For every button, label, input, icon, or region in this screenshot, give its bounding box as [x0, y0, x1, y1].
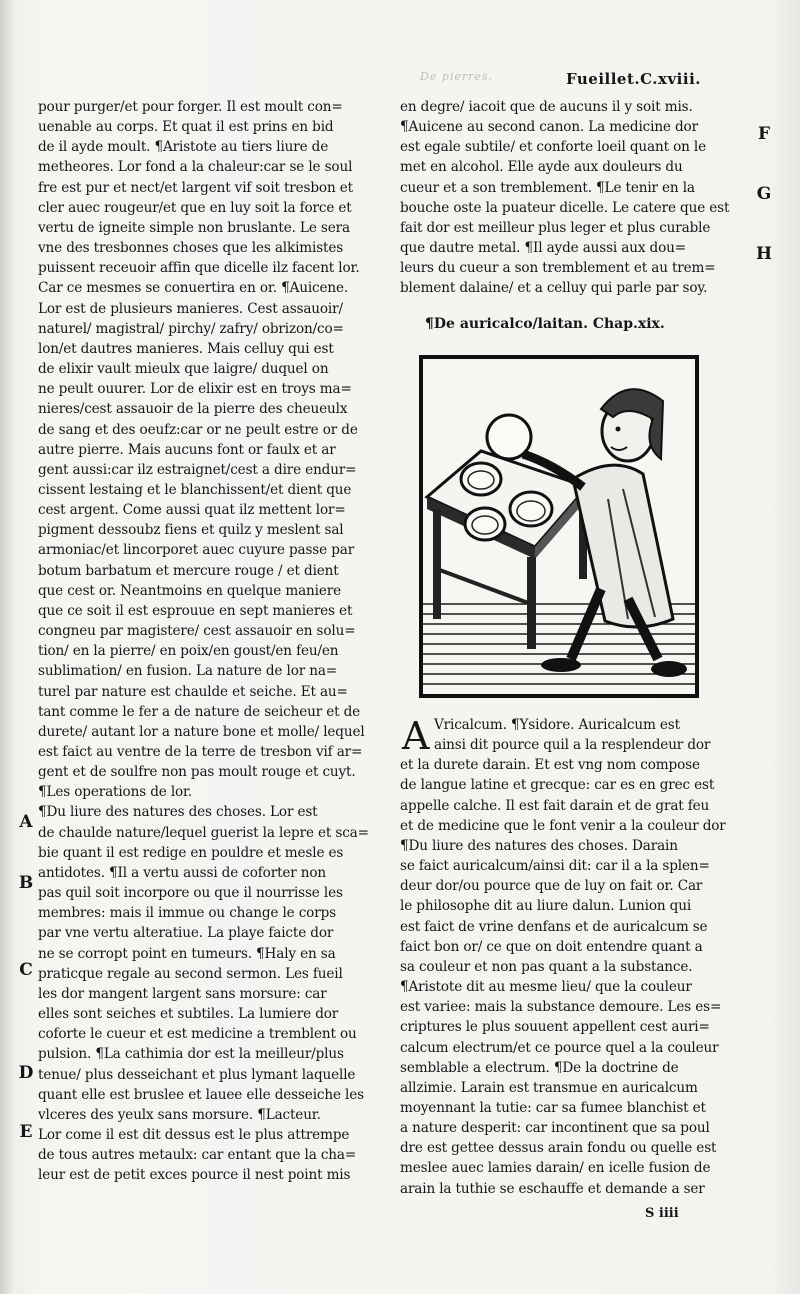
- text-line: tant comme le fer a de nature de seicheur et de: [38, 703, 361, 720]
- margin-letter-c: C: [19, 960, 33, 980]
- text-line: que ce soit il est esprouue en sept manieres et: [38, 602, 353, 619]
- text-line: praticque regale au second sermon. Les fueil: [38, 965, 343, 982]
- text-line: metheores. Lor fond a la chaleur:car se le soul: [38, 159, 353, 176]
- text-line: membres: mais il immue ou change le corps: [38, 905, 336, 922]
- text-line: botum barbatum et mercure rouge / et dient: [38, 562, 339, 579]
- text-line: cest argent. Come aussi quat ilz mettent lor=: [38, 502, 346, 519]
- text-line: de tous autres metaulx: car entant que la cha=: [38, 1147, 357, 1164]
- margin-letter-g: G: [756, 184, 772, 204]
- left-column: [38, 97, 383, 1185]
- text-line: arain la tuthie se eschauffe et demande a ser: [400, 1180, 705, 1197]
- right-column-bottom: [400, 715, 745, 1199]
- alchemist-woodcut-image: [423, 359, 695, 694]
- text-line: ¶Du liure des natures des choses. Darain: [400, 837, 678, 854]
- text-line: Lor est de plusieurs manieres. Cest assauoir/: [38, 300, 343, 317]
- margin-letter-h: H: [755, 244, 773, 264]
- text-line: criptures le plus souuent appellent cest auri=: [400, 1019, 710, 1036]
- woodcut-illustration: [419, 355, 699, 698]
- text-line: appelle calche. Il est fait darain et de grat feu: [400, 797, 710, 814]
- text-line: a nature desperit: car incontinent que sa poul: [400, 1120, 710, 1137]
- text-line: en degre/ iacoit que de aucuns il y soit mis.: [400, 99, 693, 115]
- text-line: lon/et dautres manieres. Mais celluy qui est: [38, 340, 334, 357]
- text-line: gent et de soulfre non pas moult rouge et cuyt.: [38, 764, 356, 781]
- text-line: autre pierre. Mais aucuns font or faulx et ar: [38, 441, 336, 458]
- text-line: de il ayde moult. ¶Aristote au tiers liure de: [38, 139, 329, 156]
- text-line: coforte le cueur et est medicine a tremblent ou: [38, 1026, 357, 1043]
- running-head: Fueillet.C.xviii.: [566, 70, 701, 88]
- text-line: est faict au ventre de la terre de tresbon vif ar=: [38, 744, 363, 760]
- text-line: leurs du cueur a son tremblement et au trem=: [400, 260, 716, 277]
- margin-letter-e: E: [19, 1122, 33, 1142]
- text-line: et de medicine que le font venir a la couleur dor: [400, 817, 726, 834]
- text-line: naturel/ magistral/ pirchy/ zafry/ obrizon/co=: [38, 320, 344, 337]
- text-line: ne se corropt point en tumeurs. ¶Haly en sa: [38, 945, 336, 962]
- text-line: tenue/ plus desseichant et plus lymant laquelle: [38, 1066, 356, 1083]
- text-line: se faict auricalcum/ainsi dit: car il a la splen=: [400, 858, 710, 875]
- text-line: congneu par magistere/ cest assauoir en solu=: [38, 623, 356, 640]
- text-line: est egale subtile/ et conforte loeil quant on le: [400, 139, 706, 156]
- text-line: moyennant la tutie: car sa fumee blanchist et: [400, 1099, 706, 1116]
- text-line: cler auec rougeur/et que en luy soit la force et: [38, 199, 352, 216]
- text-line: blement dalaine/ et a celluy qui parle par soy.: [400, 280, 708, 297]
- text-line: ¶Auicene au second canon. La medicine dor: [400, 119, 698, 136]
- text-line: meslee auec lamies darain/ en icelle fusion de: [400, 1160, 711, 1177]
- text-line: sa couleur et non pas quant a la substance.: [400, 958, 693, 975]
- text-line: fait dor est meilleur plus leger et plus curable: [400, 219, 711, 236]
- text-line: bouche oste la puateur dicelle. Le catere que est: [400, 199, 730, 216]
- text-line: elles sont seiches et subtiles. La lumiere dor: [38, 1006, 339, 1023]
- text-line: que dautre metal. ¶Il ayde aussi aux dou=: [400, 240, 686, 257]
- text-line: Lor come il est dit dessus est le plus attrempe: [38, 1126, 350, 1143]
- text-line: vlceres des yeulx sans morsure. ¶Lacteur.: [38, 1106, 321, 1123]
- text-line: est variee: mais la substance demoure. Les es=: [400, 999, 722, 1016]
- signature-mark: S iiii: [645, 1206, 679, 1221]
- text-line: le philosophe dit au liure dalun. Lunion qui: [400, 898, 692, 915]
- text-line: cissent lestaing et le blanchissent/et dient que: [38, 481, 352, 498]
- text-line: turel par nature est chaulde et seiche. Et au=: [38, 683, 348, 700]
- text-line: de chaulde nature/lequel guerist la lepre et sca=: [38, 824, 369, 841]
- text-line: armoniac/et lincorporet auec cuyure passe par: [38, 542, 355, 559]
- text-line: bie quant il est redige en pouldre et mesle es: [38, 844, 344, 861]
- text-line: antidotes. ¶Il a vertu aussi de coforter non: [38, 864, 327, 881]
- text-line: Vricalcum. ¶Ysidore. Auricalcum est: [434, 717, 680, 733]
- text-line: de langue latine et grecque: car es en grec est: [400, 777, 715, 794]
- margin-letter-b: B: [18, 873, 34, 893]
- bleed-through-text: De pierres.: [420, 70, 494, 83]
- text-line: allzimie. Larain est transmue en auricalcum: [400, 1079, 698, 1096]
- text-line: calcum electrum/et ce pource quel a la couleur: [400, 1039, 719, 1056]
- text-line: est faict de vrine denfans et de auricalcum se: [400, 918, 708, 935]
- text-line: que cest or. Neantmoins en quelque maniere: [38, 582, 341, 599]
- margin-letter-f: F: [757, 124, 771, 144]
- text-line: uenable au corps. Et quat il est prins en bid: [38, 119, 334, 136]
- text-line: fre est pur et nect/et largent vif soit tresbon et: [38, 179, 353, 196]
- text-line: Car ce mesmes se conuertira en or. ¶Auicene.: [38, 280, 349, 297]
- text-line: ¶Les operations de lor.: [38, 784, 193, 801]
- margin-letter-a: A: [19, 812, 33, 832]
- text-line: faict bon or/ ce que on doit entendre quant a: [400, 938, 703, 955]
- text-line: pour purger/et pour forger. Il est moult con=: [38, 99, 343, 115]
- text-line: met en alcohol. Elle ayde aux douleurs du: [400, 159, 683, 176]
- text-line: les dor mangent largent sans morsure: car: [38, 985, 327, 1002]
- text-line: de sang et des oeufz:car or ne peult estre or de: [38, 421, 358, 438]
- text-line: vertu de igneite simple non bruslante. Le sera: [38, 219, 350, 236]
- drop-cap-letter: A: [402, 714, 430, 758]
- text-line: puissent receuoir affin que dicelle ilz facent lor.: [38, 260, 360, 277]
- text-line: pas quil soit incorpore ou que il nourrisse les: [38, 885, 343, 902]
- text-line: vne des tresbonnes choses que les alkimistes: [38, 240, 344, 257]
- text-line: ainsi dit pource quil a la resplendeur dor: [434, 737, 711, 754]
- text-line: cueur et a son tremblement. ¶Le tenir en la: [400, 179, 695, 196]
- text-line: dre est gettee dessus arain fondu ou quelle est: [400, 1140, 717, 1157]
- text-line: tion/ en la pierre/ en poix/en goust/en feu/en: [38, 643, 339, 660]
- chapter-heading: ¶De auricalco/laitan. Chap.xix.: [425, 316, 665, 332]
- text-line: pulsion. ¶La cathimia dor est la meilleur/plus: [38, 1046, 344, 1063]
- text-line: pigment dessoubz fiens et quilz y meslent sal: [38, 522, 344, 539]
- text-line: sublimation/ en fusion. La nature de lor na=: [38, 663, 338, 680]
- text-line: de elixir vault mieulx que laigre/ duquel on: [38, 361, 329, 378]
- text-line: gent aussi:car ilz estraignet/cest a dire endur=: [38, 461, 357, 478]
- text-line: semblable a electrum. ¶De la doctrine de: [400, 1059, 679, 1076]
- text-line: ¶Aristote dit au mesme lieu/ que la couleur: [400, 979, 692, 996]
- text-line: leur est de petit exces pource il nest point mis: [38, 1167, 351, 1184]
- text-line: ¶Du liure des natures des choses. Lor est: [38, 804, 318, 821]
- margin-letter-d: D: [18, 1063, 34, 1083]
- text-line: par vne vertu alteratiue. La playe faicte dor: [38, 925, 334, 942]
- right-column-top: [400, 97, 745, 299]
- text-line: quant elle est bruslee et lauee elle desseiche les: [38, 1086, 364, 1103]
- text-line: durete/ autant lor a nature bone et molle/ lequel: [38, 723, 365, 740]
- text-line: et la durete darain. Et est vng nom compose: [400, 757, 700, 774]
- text-line: nieres/cest assauoir de la pierre des cheueulx: [38, 401, 348, 418]
- text-line: ne peult ouurer. Lor de elixir est en troys ma=: [38, 381, 352, 398]
- text-line: deur dor/ou pource que de luy on fait or. Car: [400, 878, 703, 895]
